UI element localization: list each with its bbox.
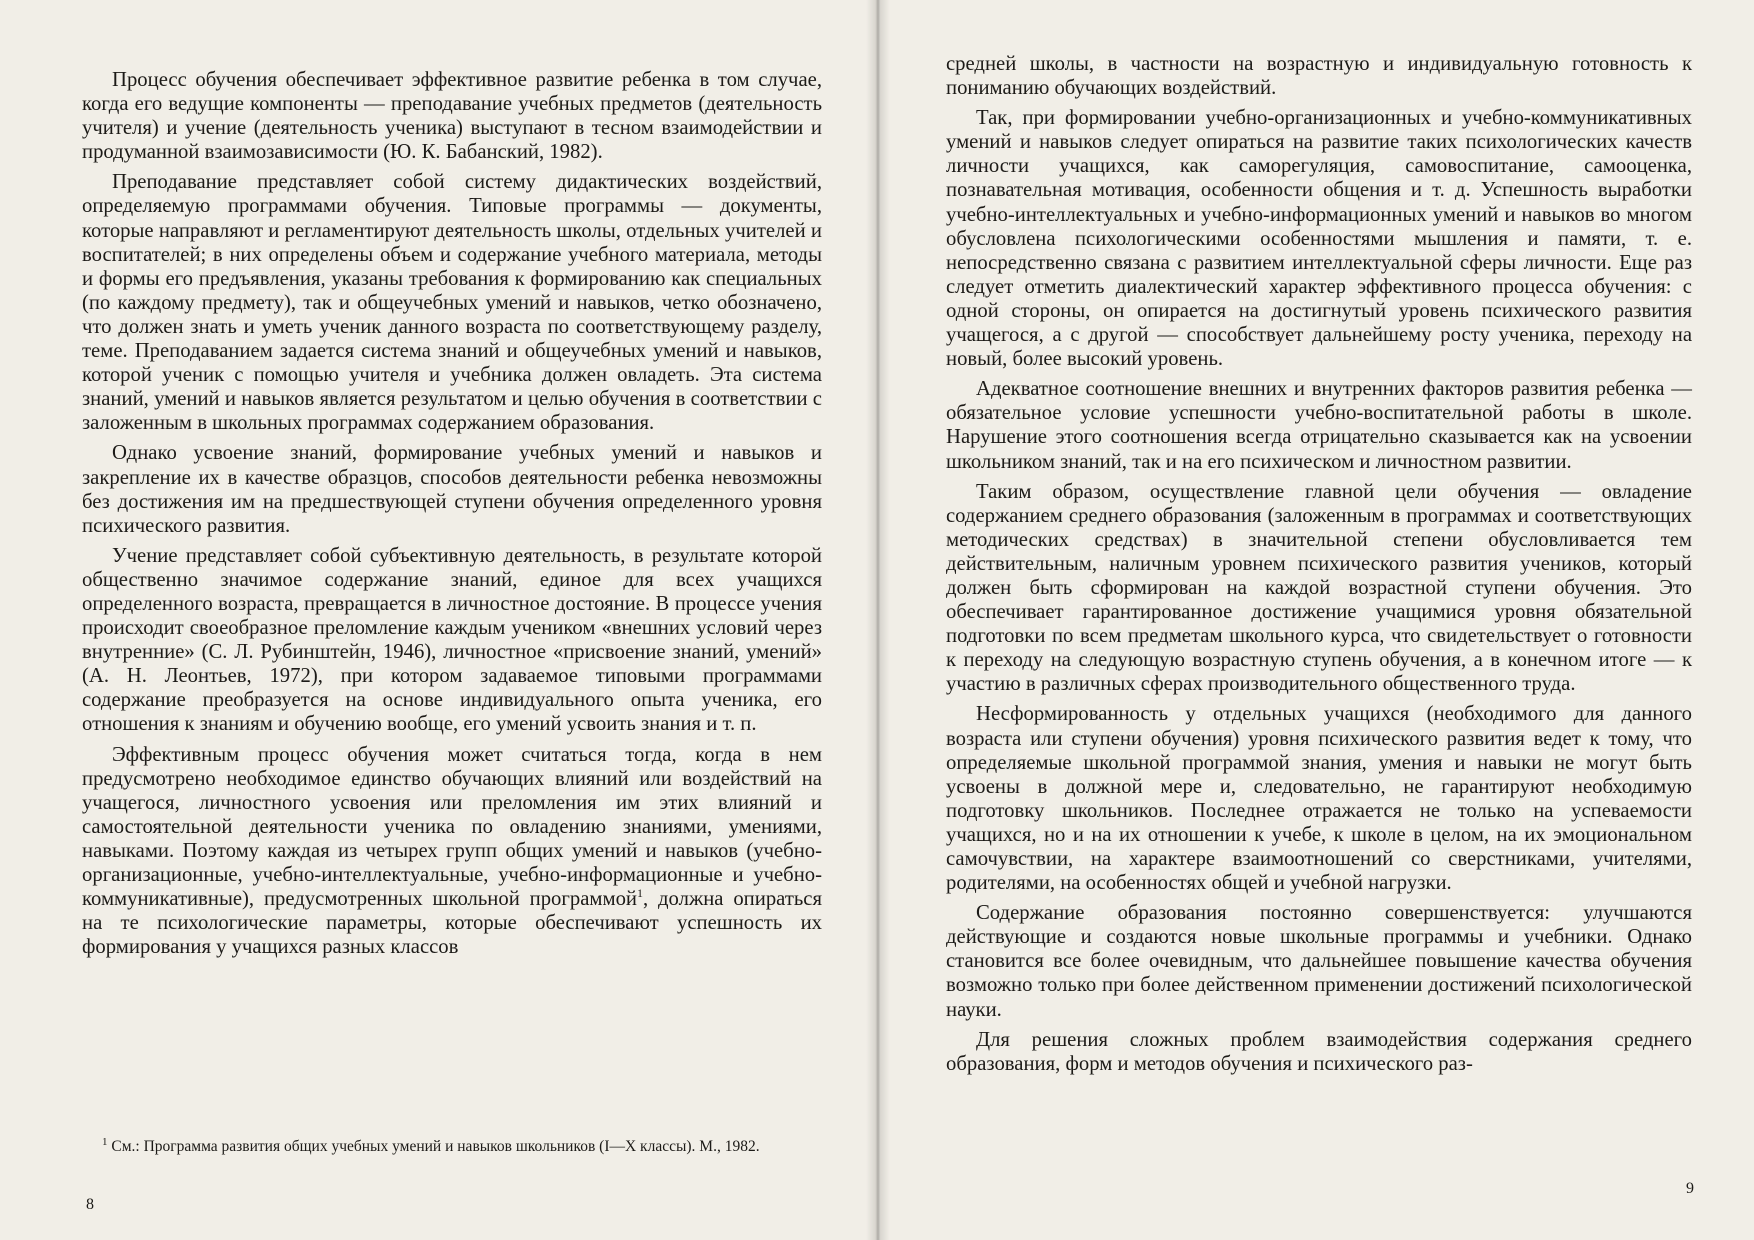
- footnote: [82, 1136, 822, 1157]
- left-paragraph-5: [82, 743, 822, 960]
- right-paragraph-5: Содержание образования постоянно совершенствуется: улучшаются действующие и создаются новые школьные программы и учебники. Однако становится все более очевидным, что дальнейшее повышение качества обучения возможно только при более действенном применении достижений психологической науки.: [946, 902, 1692, 1021]
- left-paragraph-3: Однако усвоение знаний, формирование учебных умений и навыков и закрепление их в качестве образцов, способов деятельности ребенка невозможны без достижения им на предшествующей ступени обучения определенного уровня психического развития.: [82, 442, 822, 537]
- footnote-reference: 1: [637, 886, 643, 901]
- left-page: [0, 0, 875, 1240]
- book-gutter: [866, 0, 890, 1240]
- page-number-left: 8: [86, 1196, 94, 1213]
- page-number-right: 9: [1686, 1180, 1694, 1197]
- right-paragraph-4: Несформированность у отдельных учащихся (необходимого для данного возраста или ступени обучения) уровня психического развития ведет к тому, что определяемые школьной программой знания, умения и навыки не могут быть усвоены в должной мере и, следовательно, не гарантируют необходимую подготовку школьников. Последнее отражается не только на успеваемости учащихся, но и на их отношении к учебе, к школе в целом, на их эмоциональном самочувствии, на характере взаимоотношений со сверстниками, учителями, родителями, на особенностях общей и учебной нагрузки.: [946, 703, 1692, 895]
- left-paragraph-2: Преподавание представляет собой систему дидактических воздействий, определяемую программами обучения. Типовые программы — документы, которые направляют и регламентируют деятельность школы, отдельных учителей и воспитателей; в них определены объем и содержание учебного материала, методы и формы его предъявления, указаны требования к формированию как специальных (по каждому предмету), так и общеучебных умений и навыков, четко обозначено, что должен знать и уметь ученик данного возраста по соответствующему разделу, теме. Преподаванием задается система знаний и общеучебных умений и навыков, которой ученик с помощью учителя и учебника должен овладеть. Эта система знаний, умений и навыков является результатом и целью обучения в соответствии с заложенным в школьных программах содержанием образования.: [82, 171, 822, 435]
- right-paragraph-2: Адекватное соотношение внешних и внутренних факторов развития ребенка — обязательное условие успешности учебно-воспитательной работы в школе. Нарушение этого соотношения всегда отрицательно сказывается как на усвоении школьником знаний, так и на его психическом и личностном развитии.: [946, 378, 1692, 473]
- left-paragraph-5-part-2: , должна опираться на те психологические параметры, которые обеспечивают успешность их формирования у учащихся разных классов: [82, 888, 822, 959]
- right-paragraph-3: Таким образом, осуществление главной цели обучения — овладение содержанием среднего образования (заложенным в программах и соответствующих методических средствах) в значительной степени обусловливается тем действительным, наличным уровнем психического развития учеников, который должен быть сформирован на каждой возрастной ступени обучения. Это обеспечивает гарантированное достижение учащимися уровня обязательной подготовки по всем предметам школьного курса, что свидетельствует о готовности к переходу на следующую возрастную ступень обучения, а в конечном итоге — к участию в различных сферах производительного общественного труда.: [946, 480, 1692, 696]
- right-paragraph-6: Для решения сложных проблем взаимодействия содержания среднего образования, форм и методов обучения и психического раз-: [946, 1028, 1692, 1075]
- footnote-text: См.: Программа развития общих учебных умений и навыков школьников (I—X классы). М., 1982.: [111, 1138, 760, 1155]
- footnote-marker: 1: [102, 1135, 108, 1148]
- left-paragraph-5-part-1: Эффективным процесс обучения может считаться тогда, когда в нем предусмотрено необходимое единство обучающих влияний или воздействий на учащегося, личностного усвоения или преломления им этих влияний и самостоятельной деятельности ученика по овладению знаниями, умениями, навыками. Поэтому каждая из четырех групп общих умений и навыков (учебно-организационные, учебно-интеллектуальные, учебно-информационные и учебно-коммуникативные), предусмотренных школьной программой: [82, 743, 822, 911]
- right-continuation: средней школы, в частности на возрастную и индивидуальную готовность к пониманию обучающих воздействий.: [946, 53, 1692, 100]
- right-page-body: [946, 52, 1692, 1082]
- right-paragraph-1: Так, при формировании учебно-организационных и учебно-коммуникативных умений и навыков следует опираться на развитие таких психологических качеств личности учащихся, как саморегуляция, самовоспитание, самооценка, познавательная мотивация, особенности общения и т. д. Успешность выработки учебно-интеллектуальных и учебно-информационных умений и навыков во многом обусловлена психологическими особенностями мышления и памяти, т. е. непосредственно связана с развитием интеллектуальной сферы личности. Еще раз следует отметить диалектический характер эффективного процесса обучения: с одной стороны, он опирается на достигнутый уровень психического развития учащегося, а с другой — способствует дальнейшему росту ученика, переходу на новый, более высокий уровень.: [946, 107, 1692, 371]
- left-paragraph-4: Учение представляет собой субъективную деятельность, в результате которой общественно значимое содержание знаний, единое для всех учащихся определенного возраста, превращается в личностное достояние. В процессе учения происходит своеобразное преломление каждым учеником «внешних условий через внутренние» (С. Л. Рубинштейн, 1946), личностное «присвоение знаний, умений» (А. Н. Леонтьев, 1972), при котором задаваемое типовыми программами содержание преобразуется на основе индивидуального опыта ученика, его отношения к знаниям и обучению вообще, его умений усвоить знания и т. п.: [82, 544, 822, 736]
- left-paragraph-1: Процесс обучения обеспечивает эффективное развитие ребенка в том случае, когда его ведущие компоненты — преподавание учебных предметов (деятельность учителя) и учение (деятельность ученика) выступают в тесном взаимодействии и продуманной взаимозависимости (Ю. К. Бабанский, 1982).: [82, 69, 822, 164]
- right-page: [878, 0, 1754, 1240]
- left-page-body: [82, 68, 822, 965]
